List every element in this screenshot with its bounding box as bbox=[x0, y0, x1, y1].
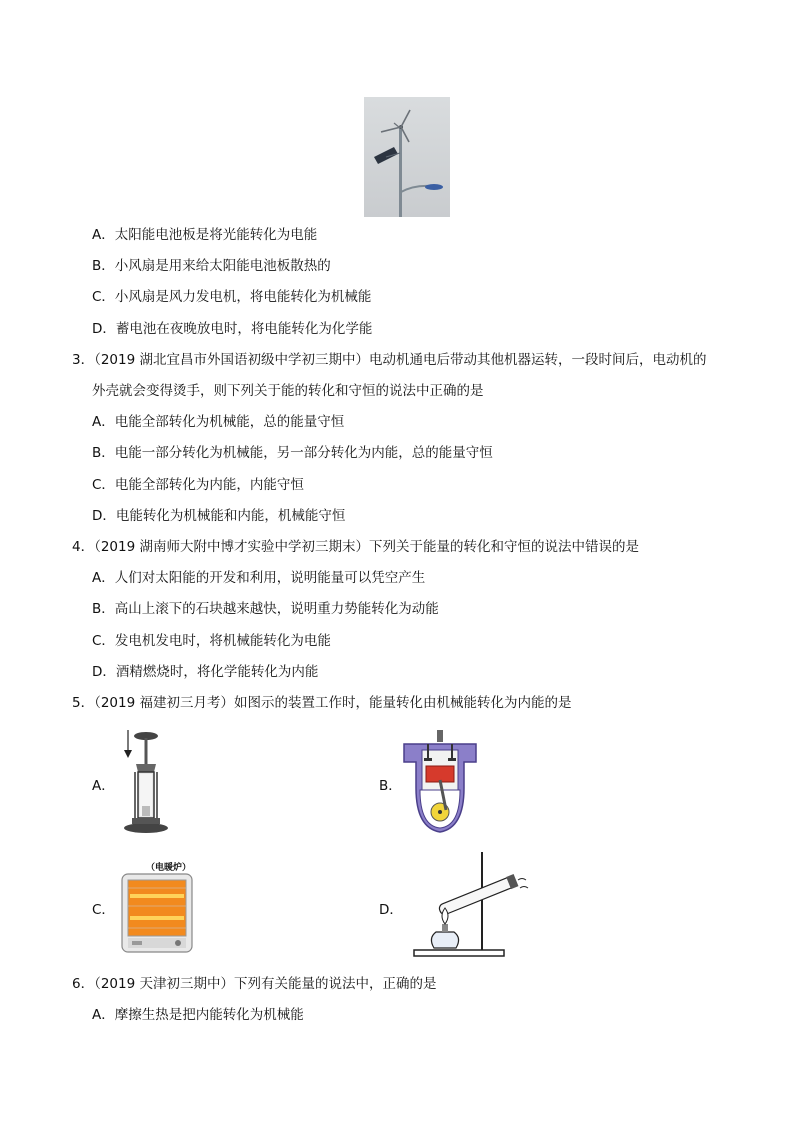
q3-option-a: A．电能全部转化为机械能，总的能量守恒 bbox=[92, 414, 345, 430]
q4-option-d: D．酒精燃烧时，将化学能转化为内能 bbox=[92, 664, 319, 680]
q6-option-a: A．摩擦生热是把内能转化为机械能 bbox=[92, 1007, 304, 1023]
heater-caption: （电暖炉） bbox=[146, 863, 192, 873]
q3-option-c: C．电能全部转化为内能，内能守恒 bbox=[92, 477, 304, 493]
street-lamp-photo bbox=[364, 97, 450, 217]
q3-option-d: D．电能转化为机械能和内能，机械能守恒 bbox=[92, 508, 346, 524]
q2-option-c: C．小风扇是风力发电机，将电能转化为机械能 bbox=[92, 289, 372, 305]
q5-label-d: D． bbox=[379, 902, 403, 918]
q4-option-a: A．人们对太阳能的开发和利用，说明能量可以凭空产生 bbox=[92, 570, 426, 586]
q2-option-a: A．太阳能电池板是将光能转化为电能 bbox=[92, 227, 318, 243]
q3-option-b: B．电能一部分转化为机械能，另一部分转化为内能，总的能量守恒 bbox=[92, 445, 493, 461]
q3-stem-continued: 外壳就会变得烫手，则下列关于能的转化和守恒的说法中正确的是 bbox=[92, 383, 484, 399]
fire-syringe-figure bbox=[118, 728, 170, 836]
q5-label-b: B． bbox=[379, 778, 402, 794]
q3-stem: 3．（2019 湖北宜昌市外国语初级中学初三期中）电动机通电后带动其他机器运转，一段时间后，电动机的 bbox=[72, 352, 707, 368]
q4-stem: 4．（2019 湖南师大附中博才实验中学初三期末）下列关于能量的转化和守恒的说法中错误的是 bbox=[72, 539, 639, 555]
q4-option-b: B．高山上滚下的石块越来越快，说明重力势能转化为动能 bbox=[92, 601, 439, 617]
q2-option-b: B．小风扇是用来给太阳能电池板散热的 bbox=[92, 258, 331, 274]
test-tube-heating-figure bbox=[408, 850, 532, 960]
electric-heater-figure bbox=[118, 872, 196, 956]
q5-stem: 5．（2019 福建初三月考）如图示的装置工作时，能量转化由机械能转化为内能的是 bbox=[72, 695, 572, 711]
q4-option-c: C．发电机发电时，将机械能转化为电能 bbox=[92, 633, 331, 649]
q5-label-a: A． bbox=[92, 778, 115, 794]
q6-stem: 6．（2019 天津初三期中）下列有关能量的说法中，正确的是 bbox=[72, 976, 437, 992]
engine-cylinder-figure bbox=[400, 728, 480, 836]
q2-option-d: D．蓄电池在夜晚放电时，将电能转化为化学能 bbox=[92, 321, 373, 337]
q5-label-c: C． bbox=[92, 902, 115, 918]
